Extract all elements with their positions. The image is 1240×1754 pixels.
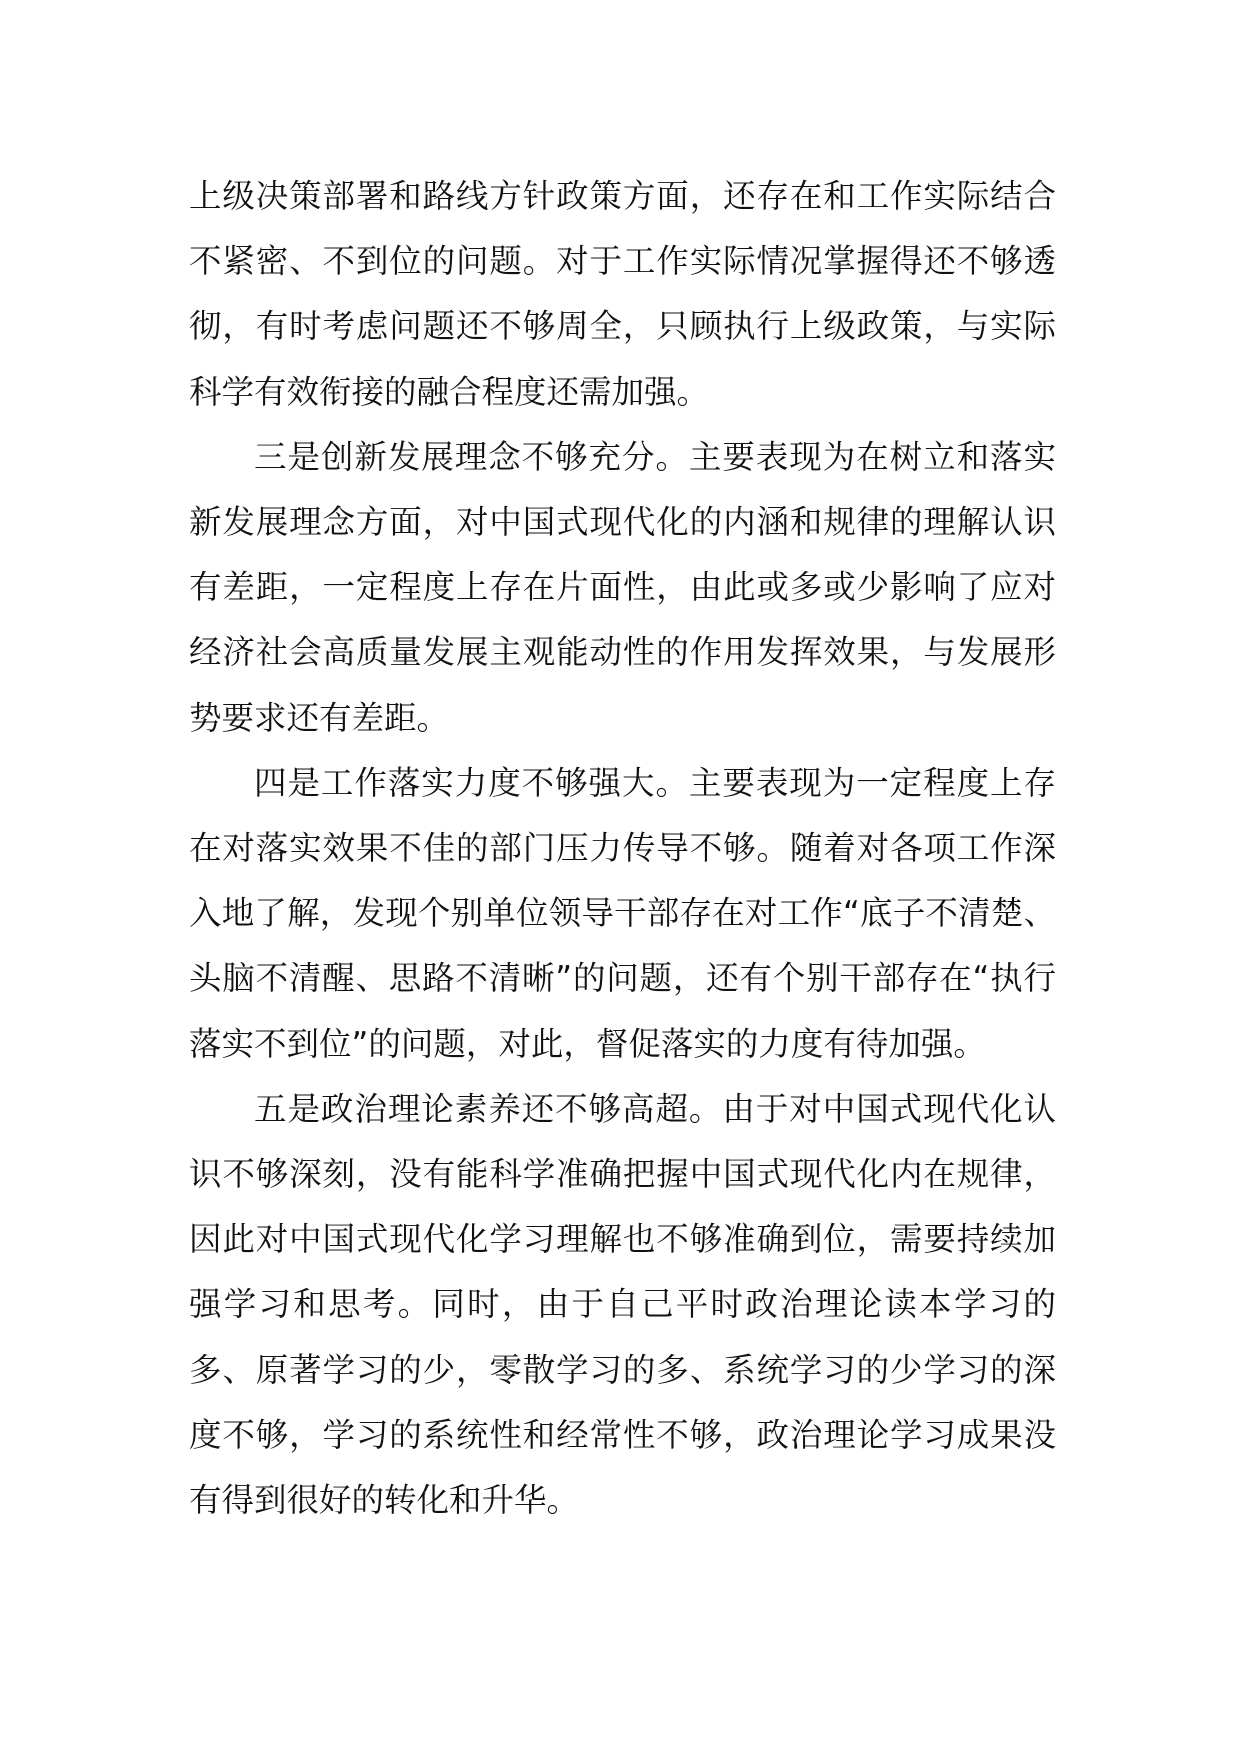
paragraph-implementation: 四是工作落实力度不够强大。主要表现为一定程度上存在对落实效果不佳的部门压力传导不够。随着对各项工作深入地了解，发现个别单位领导干部存在对工作“底子不清楚、头脑不清醒、思路不清晰”的问题，还有个别干部存在“执行落实不到位”的问题，对此，督促落实的力度有待加强。: [189, 763, 1056, 1063]
document-body: [189, 164, 1056, 1533]
paragraph-continued: 上级决策部署和路线方针政策方面，还存在和工作实际结合不紧密、不到位的问题。对于工作实际情况掌握得还不够透彻，有时考虑问题还不够周全，只顾执行上级政策，与实际科学有效衔接的融合程度还需加强。: [189, 177, 1056, 411]
paragraph-innovation: 三是创新发展理念不够充分。主要表现为在树立和落实新发展理念方面，对中国式现代化的内涵和规律的理解认识有差距，一定程度上存在片面性，由此或多或少影响了应对经济社会高质量发展主观能动性的作用发挥效果，与发展形势要求还有差距。: [189, 437, 1056, 737]
paragraph-theory: 五是政治理论素养还不够高超。由于对中国式现代化认识不够深刻，没有能科学准确把握中国式现代化内在规律，因此对中国式现代化学习理解也不够准确到位，需要持续加强学习和思考。同时，由于自己平时政治理论读本学习的多、原著学习的少，零散学习的多、系统学习的少学习的深度不够，学习的系统性和经常性不够，政治理论学习成果没有得到很好的转化和升华。: [189, 1089, 1056, 1520]
